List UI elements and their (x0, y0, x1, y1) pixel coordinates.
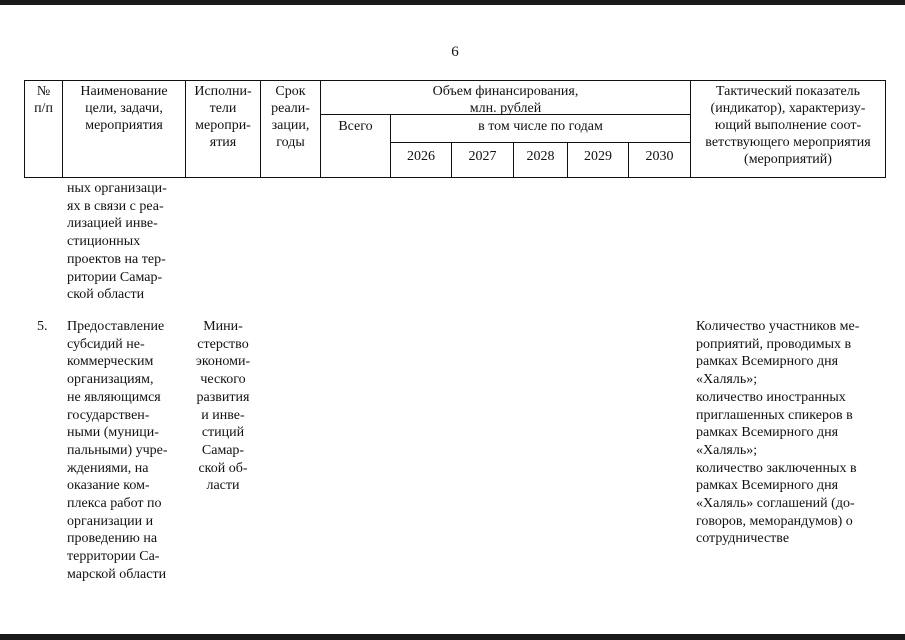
header-by-years: в том числе по годам (478, 119, 603, 134)
header-year: 2028 (526, 149, 555, 164)
row-continuation-name: ных организаци- ях в связи с реа- лизацией инве- стиционных проектов на тер- ритории Самар- ской области (67, 181, 167, 303)
bottom-border (0, 634, 905, 640)
row-number: 5. (37, 319, 48, 334)
header-year: 2026 (407, 149, 435, 164)
header-year: 2030 (645, 149, 674, 164)
header-number: № п/п (34, 84, 53, 116)
page-number: 6 (451, 44, 459, 60)
header-top-line (24, 80, 886, 81)
header-bottom-line (24, 177, 886, 178)
header-executor: Исполни- тели меропри- ятия (194, 84, 252, 150)
vline-right (885, 80, 886, 178)
header-year: 2027 (468, 149, 497, 164)
header-indicator: Тактический показатель (индикатор), характеризу- ющий выполнение соот- ветствующего мероприятия (мероприятий) (705, 84, 871, 167)
header-year: 2029 (584, 149, 612, 164)
top-border (0, 0, 905, 5)
header-term: Срок реали- зации, годы (271, 84, 310, 150)
header-years-line (390, 142, 690, 143)
row-indicator: Количество участников ме- роприятий, проводимых в рамках Всемирного дня «Халяль»; количество иностранных приглашенных спикеров в рамках Всемирного дня «Халяль»; количество заключенных в рамках Всемирного дня «Халяль» соглашений (до- говоров, меморандумов) о сотрудничестве (696, 319, 860, 547)
row-executor: Мини- стерство экономи- ческого развития и инве- стиций Самар- ской об- ласти (195, 319, 251, 494)
row-name: Предоставление субсидий не- коммерческим организациям, не являющимся государствен- ными (муници- пальными) учре- ждениями, на оказание ком- плекса работ по организации и проведению на территории Са- марской области (67, 319, 168, 582)
table-header (24, 80, 886, 178)
header-financing: Объем финансирования, млн. рублей (432, 84, 579, 116)
header-name: Наименование цели, задачи, мероприятия (80, 84, 168, 133)
header-total: Всего (338, 119, 373, 134)
